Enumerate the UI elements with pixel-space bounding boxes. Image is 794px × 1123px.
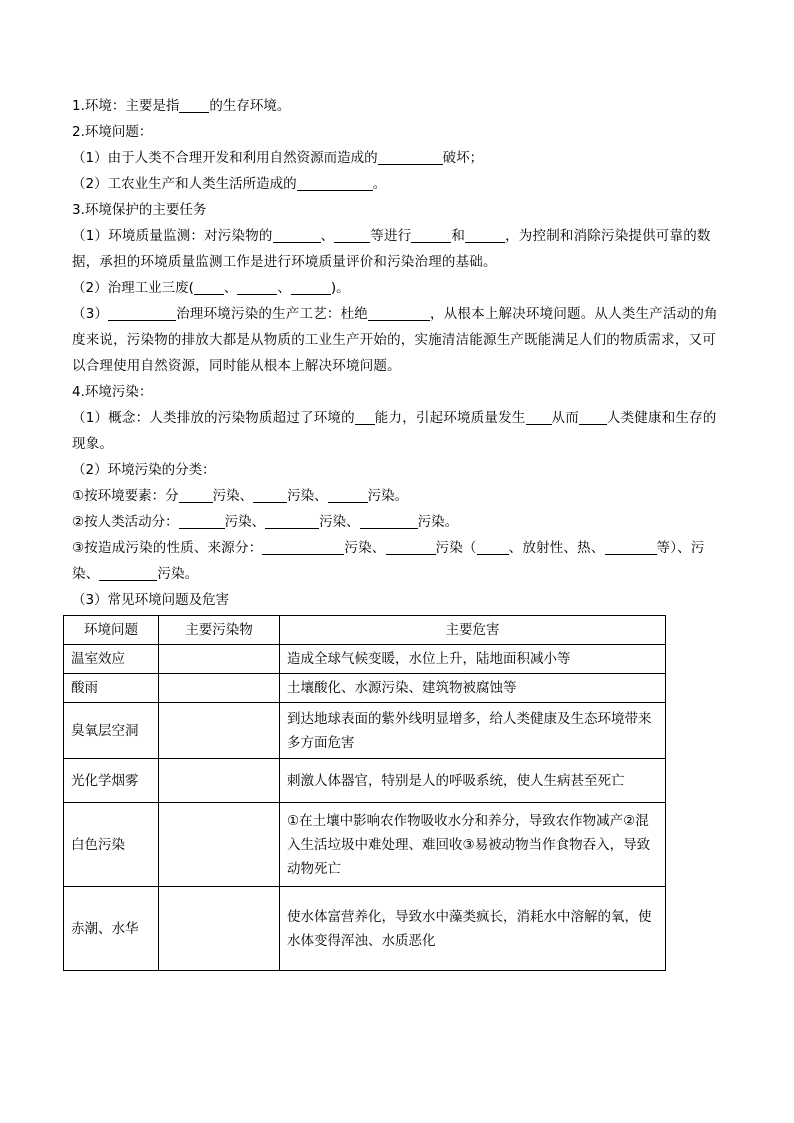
text-segment: （2）治理工业三废( xyxy=(72,280,194,296)
document-content xyxy=(72,93,727,971)
fill-blank[interactable] xyxy=(368,304,430,321)
cell-issue: 赤潮、水华 xyxy=(64,887,159,971)
text-segment: 、 xyxy=(320,228,335,244)
text-segment: ，为控制和消除污染提供可靠的数据，承担的环境质量监测工作是进行环境质量评价和污染治理的基础。 xyxy=(72,228,711,270)
text-segment: 、 xyxy=(277,280,291,296)
text-segment: 2.环境问题： xyxy=(72,124,153,140)
text-segment: 污染。 xyxy=(417,514,459,530)
text-segment: 、放射性、热、 xyxy=(508,540,605,556)
text-segment: 和 xyxy=(451,228,466,244)
fill-blank[interactable] xyxy=(99,564,157,581)
fill-blank[interactable] xyxy=(291,278,331,295)
text-segment: 破坏； xyxy=(442,150,484,166)
fill-blank[interactable] xyxy=(297,174,373,191)
text-line xyxy=(72,509,727,535)
text-line xyxy=(72,301,727,379)
fill-blank[interactable] xyxy=(328,486,368,503)
text-segment: 。 xyxy=(372,176,387,192)
table-row xyxy=(64,645,666,674)
cell-harm: ①在土壤中影响农作物吸收水分和养分，导致农作物减产②混入生活垃圾中难处理、难回收③易被动物当作食物吞入，导致动物死亡 xyxy=(280,803,666,887)
table-row xyxy=(64,703,666,759)
text-segment: 人类健康和生存的现象。 xyxy=(72,410,717,452)
text-segment: 的生存环境。 xyxy=(209,98,291,114)
text-lines xyxy=(72,93,727,613)
text-segment: ①按环境要素：分 xyxy=(72,488,179,504)
text-segment: 污染、 xyxy=(224,514,266,530)
cell-harm: 土壤酸化、水源污染、建筑物被腐蚀等 xyxy=(280,674,666,703)
text-segment: （1）环境质量监测：对污染物的 xyxy=(72,228,273,244)
text-segment: )。 xyxy=(330,280,350,296)
text-segment: 污染、 xyxy=(212,488,254,504)
cell-harm: 造成全球气候变暖，水位上升，陆地面积减小等 xyxy=(280,645,666,674)
cell-pollutant xyxy=(159,703,280,759)
text-segment: 等）、污染、 xyxy=(72,540,705,582)
fill-blank[interactable] xyxy=(273,226,321,243)
fill-blank[interactable] xyxy=(179,512,225,529)
text-line xyxy=(72,457,727,483)
text-segment: 能力，引起环境质量发生 xyxy=(374,410,526,426)
cell-pollutant xyxy=(159,803,280,887)
cell-pollutant xyxy=(159,887,280,971)
fill-blank[interactable] xyxy=(334,226,370,243)
fill-blank[interactable] xyxy=(253,486,287,503)
text-line xyxy=(72,587,727,613)
text-line xyxy=(72,275,727,301)
cell-issue: 温室效应 xyxy=(64,645,159,674)
cell-pollutant xyxy=(159,759,280,803)
text-segment: 4.环境污染： xyxy=(72,384,153,400)
environment-issues-table xyxy=(63,615,666,971)
text-segment: 治理环境污染的生产工艺：杜绝 xyxy=(176,306,369,322)
text-segment: （2）工农业生产和人类生活所造成的 xyxy=(72,176,297,192)
fill-blank[interactable] xyxy=(360,512,418,529)
fill-blank[interactable] xyxy=(477,538,509,555)
fill-blank[interactable] xyxy=(411,226,451,243)
text-segment: ，从根本上解决环境问题。从人类生产活动的角度来说，污染物的排放大都是从物质的工业生产开始的，实施清洁能源生产既能满足人们的物质需求，又可以合理使用自然资源，同时能从根本上解决环境问题。 xyxy=(72,306,718,374)
text-segment: （2）环境污染的分类： xyxy=(72,462,216,478)
fill-blank[interactable] xyxy=(386,538,436,555)
text-segment: 污染（ xyxy=(435,540,477,556)
text-segment: ③按造成污染的性质、来源分： xyxy=(72,540,263,556)
text-line xyxy=(72,171,727,197)
text-line xyxy=(72,379,727,405)
text-segment: 、 xyxy=(223,280,238,296)
cell-pollutant xyxy=(159,645,280,674)
cell-issue: 光化学烟雾 xyxy=(64,759,159,803)
fill-blank[interactable] xyxy=(108,304,176,321)
cell-harm: 刺激人体器官，特别是人的呼吸系统，使人生病甚至死亡 xyxy=(280,759,666,803)
cell-issue: 酸雨 xyxy=(64,674,159,703)
cell-pollutant xyxy=(159,674,280,703)
table-body xyxy=(64,616,666,971)
text-segment: （3） xyxy=(72,306,109,322)
fill-blank[interactable] xyxy=(265,512,319,529)
text-segment: 污染、 xyxy=(319,514,360,530)
text-segment: 等进行 xyxy=(370,228,412,244)
text-segment: （1）由于人类不合理开发和利用自然资源而造成的 xyxy=(72,150,378,166)
table-row xyxy=(64,674,666,703)
cell-issue: 臭氧层空洞 xyxy=(64,703,159,759)
fill-blank[interactable] xyxy=(526,408,552,425)
fill-blank[interactable] xyxy=(465,226,505,243)
fill-blank[interactable] xyxy=(179,96,209,113)
text-line xyxy=(72,119,727,145)
fill-blank[interactable] xyxy=(262,538,344,555)
fill-blank[interactable] xyxy=(355,408,375,425)
header-issue: 环境问题 xyxy=(64,616,159,645)
text-line xyxy=(72,145,727,171)
text-segment: ②按人类活动分： xyxy=(72,514,179,530)
text-segment: 污染。 xyxy=(157,566,199,582)
fill-blank[interactable] xyxy=(179,486,213,503)
table-row xyxy=(64,759,666,803)
text-segment: 1.环境：主要是指 xyxy=(72,98,180,114)
text-segment: 污染。 xyxy=(367,488,409,504)
fill-blank[interactable] xyxy=(605,538,657,555)
text-line xyxy=(72,535,727,587)
cell-harm: 使水体富营养化，导致水中藻类疯长，消耗水中溶解的氧，使水体变得浑浊、水质恶化 xyxy=(280,887,666,971)
fill-blank[interactable] xyxy=(378,148,443,165)
table-row xyxy=(64,887,666,971)
text-segment: （1）概念：人类排放的污染物质超过了环境的 xyxy=(72,410,355,426)
text-line xyxy=(72,223,727,275)
table-row xyxy=(64,803,666,887)
fill-blank[interactable] xyxy=(579,408,607,425)
header-pollutant: 主要污染物 xyxy=(159,616,280,645)
text-segment: （3）常见环境问题及危害 xyxy=(72,592,230,608)
fill-blank[interactable] xyxy=(237,278,277,295)
text-segment: 污染、 xyxy=(287,488,328,504)
header-harm: 主要危害 xyxy=(280,616,666,645)
text-segment: 从而 xyxy=(551,410,579,426)
text-segment: 3.环境保护的主要任务 xyxy=(72,202,207,218)
cell-issue: 白色污染 xyxy=(64,803,159,887)
cell-harm: 到达地球表面的紫外线明显增多，给人类健康及生态环境带来多方面危害 xyxy=(280,703,666,759)
fill-blank[interactable] xyxy=(194,278,224,295)
table-header-row xyxy=(64,616,666,645)
text-line xyxy=(72,197,727,223)
text-line xyxy=(72,93,727,119)
text-line xyxy=(72,483,727,509)
text-line xyxy=(72,405,727,457)
text-segment: 污染、 xyxy=(344,540,386,556)
